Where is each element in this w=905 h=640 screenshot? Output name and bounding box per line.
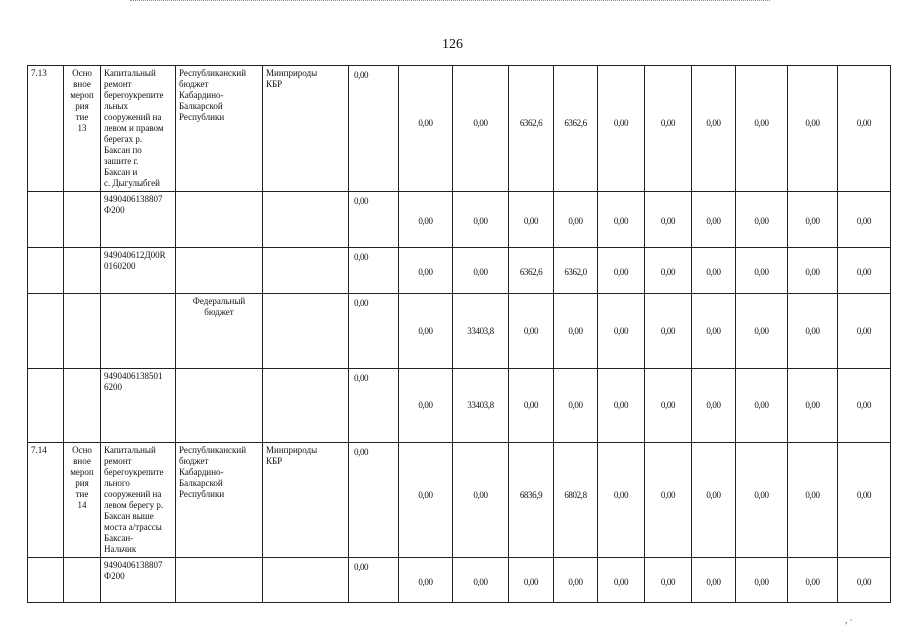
cell-value: 0,00	[736, 443, 788, 558]
top-dotted-line	[130, 0, 770, 3]
cell-exec: Минприроды КБР	[263, 443, 349, 558]
cell-value: 0,00	[788, 558, 838, 603]
cell-value: 0,00	[349, 248, 399, 294]
cell-kind: Осно вное мероп рия тие 13	[64, 66, 101, 192]
cell-value: 0,00	[692, 66, 736, 192]
cell-value: 0,00	[554, 294, 598, 369]
cell-value: 0,00	[788, 192, 838, 248]
cell-value: 0,00	[692, 192, 736, 248]
page-number: 126	[442, 37, 463, 52]
cell-value: 0,00	[692, 294, 736, 369]
cell-no	[28, 248, 64, 294]
cell-value: 0,00	[509, 192, 554, 248]
cell-value: 0,00	[645, 294, 692, 369]
cell-value: 0,00	[838, 294, 891, 369]
cell-value: 0,00	[736, 66, 788, 192]
cell-value: 0,00	[349, 294, 399, 369]
cell-value: 0,00	[598, 248, 645, 294]
cell-desc: Капитальный ремонт берегоукрепите льного сооружений на левом берегу р. Баксан выше моста а/трассы Баксан- Нальчик	[101, 443, 176, 558]
cell-source: Федеральный бюджет	[176, 294, 263, 369]
cell-value: 0,00	[692, 558, 736, 603]
cell-value: 0,00	[349, 369, 399, 443]
cell-value: 0,00	[736, 294, 788, 369]
cell-value: 0,00	[645, 443, 692, 558]
cell-value: 0,00	[399, 558, 453, 603]
cell-exec	[263, 192, 349, 248]
cell-value: 0,00	[788, 248, 838, 294]
cell-exec	[263, 369, 349, 443]
table-row	[28, 369, 891, 443]
cell-kind	[64, 558, 101, 603]
cell-value: 0,00	[349, 558, 399, 603]
cell-no	[28, 369, 64, 443]
cell-value: 0,00	[736, 369, 788, 443]
cell-value: 0,00	[838, 443, 891, 558]
cell-value: 0,00	[453, 558, 509, 603]
cell-kind	[64, 192, 101, 248]
cell-value: 6362,0	[554, 248, 598, 294]
cell-value: 0,00	[399, 443, 453, 558]
cell-value: 0,00	[788, 294, 838, 369]
cell-value: 0,00	[736, 248, 788, 294]
cell-value: 0,00	[838, 369, 891, 443]
cell-value: 0,00	[645, 558, 692, 603]
cell-value: 0,00	[399, 192, 453, 248]
cell-desc	[101, 294, 176, 369]
cell-kind	[64, 369, 101, 443]
cell-value: 0,00	[349, 192, 399, 248]
cell-exec	[263, 558, 349, 603]
cell-no: 7.13	[28, 66, 64, 192]
cell-value: 6836,9	[509, 443, 554, 558]
cell-value: 0,00	[692, 248, 736, 294]
cell-value: 0,00	[598, 558, 645, 603]
cell-source: Республиканский бюджет Кабардино- Балкарской Республики	[176, 443, 263, 558]
cell-value: 0,00	[838, 558, 891, 603]
cell-value: 0,00	[453, 248, 509, 294]
cell-value: 0,00	[736, 192, 788, 248]
cell-exec	[263, 248, 349, 294]
cell-desc: 949040612Д00R 0160200	[101, 248, 176, 294]
cell-value: 0,00	[736, 558, 788, 603]
cell-value: 0,00	[399, 369, 453, 443]
cell-value: 0,00	[645, 192, 692, 248]
cell-desc: 9490406138501 6200	[101, 369, 176, 443]
cell-value: 6362,6	[554, 66, 598, 192]
scan-mark: , ·	[845, 615, 853, 625]
cell-source	[176, 248, 263, 294]
cell-value: 0,00	[598, 443, 645, 558]
cell-value: 0,00	[453, 443, 509, 558]
cell-value: 0,00	[349, 66, 399, 192]
table-row	[28, 248, 891, 294]
budget-table	[27, 65, 891, 603]
cell-value: 33403,8	[453, 294, 509, 369]
cell-value: 0,00	[838, 192, 891, 248]
cell-desc: Капитальный ремонт берегоукрепите льных сооружений на левом и правом берегах р. Баксан по зашите г. Баксан и с. Дыгулыбгей	[101, 66, 176, 192]
table-row	[28, 192, 891, 248]
table-row	[28, 443, 891, 558]
cell-value: 0,00	[645, 248, 692, 294]
cell-value: 0,00	[453, 192, 509, 248]
cell-no	[28, 294, 64, 369]
table-row	[28, 66, 891, 192]
cell-value: 0,00	[453, 66, 509, 192]
table-row	[28, 294, 891, 369]
cell-kind: Осно вное мероп рия тие 14	[64, 443, 101, 558]
cell-value: 0,00	[598, 369, 645, 443]
cell-value: 0,00	[598, 66, 645, 192]
cell-value: 6362,6	[509, 248, 554, 294]
cell-value: 0,00	[554, 369, 598, 443]
cell-value: 0,00	[598, 192, 645, 248]
cell-desc: 9490406138807 Ф200	[101, 558, 176, 603]
cell-exec	[263, 294, 349, 369]
cell-value: 0,00	[692, 443, 736, 558]
cell-value: 0,00	[349, 443, 399, 558]
cell-value: 0,00	[645, 369, 692, 443]
cell-source	[176, 369, 263, 443]
cell-source: Республиканский бюджет Кабардино- Балкарской Республики	[176, 66, 263, 192]
cell-value: 0,00	[399, 66, 453, 192]
cell-value: 0,00	[509, 558, 554, 603]
cell-value: 0,00	[509, 294, 554, 369]
cell-source	[176, 558, 263, 603]
cell-value: 0,00	[509, 369, 554, 443]
cell-value: 6802,8	[554, 443, 598, 558]
cell-no	[28, 192, 64, 248]
cell-value: 0,00	[645, 66, 692, 192]
table-row	[28, 558, 891, 603]
cell-value: 0,00	[554, 192, 598, 248]
cell-source	[176, 192, 263, 248]
cell-value: 0,00	[692, 369, 736, 443]
cell-value: 6362,6	[509, 66, 554, 192]
cell-value: 0,00	[838, 66, 891, 192]
cell-value: 0,00	[399, 248, 453, 294]
cell-no: 7.14	[28, 443, 64, 558]
cell-no	[28, 558, 64, 603]
cell-value: 0,00	[554, 558, 598, 603]
cell-value: 0,00	[598, 294, 645, 369]
cell-value: 0,00	[788, 66, 838, 192]
cell-value: 0,00	[838, 248, 891, 294]
cell-desc: 9490406138807 Ф200	[101, 192, 176, 248]
cell-kind	[64, 294, 101, 369]
cell-value: 0,00	[399, 294, 453, 369]
cell-value: 0,00	[788, 443, 838, 558]
cell-kind	[64, 248, 101, 294]
cell-value: 33403,8	[453, 369, 509, 443]
cell-value: 0,00	[788, 369, 838, 443]
cell-exec: Минприроды КБР	[263, 66, 349, 192]
